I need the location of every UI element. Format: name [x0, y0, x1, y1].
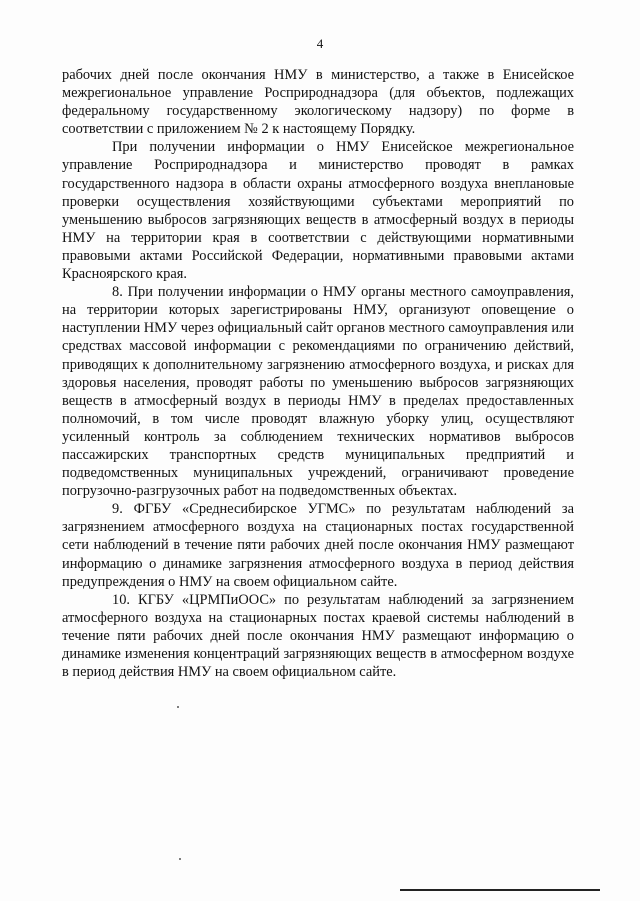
paragraph-rosprirodnadzor-inspections: При получении информации о НМУ Енисейское межрегиональное управление Росприроднадзора и министерство проводят в рамках государственного надзора в области охраны атмосферного воздуха внеплановые проверки осуществления хозяйствующими субъектами мероприятий по уменьшению выбросов загрязняющих веществ в атмосферный воздух в периоды НМУ на территории края в соответствии с действующими нормативными правовыми актами Российской Федерации, нормативными правовыми актами Красноярского края.	[62, 139, 574, 283]
page-number: 4	[316, 36, 324, 51]
document-body	[62, 66, 574, 681]
scan-speck	[177, 706, 179, 708]
paragraph-8-local-government: 8. При получении информации о НМУ органы местного самоуправления, на территории которых зарегистрированы НМУ, организуют оповещение о наступлении НМУ через официальный сайт органов местного самоуправления или средствах массовой информации с рекомендациями по ограничению действий, приводящих к дополнительному загрязнению атмосферного воздуха, и рисках для здоровья населения, проводят работы по уменьшению выбросов загрязняющих веществ в атмосферный воздух в периоды НМУ в пределах предоставленных полномочий, в том числе проводят влажную уборку улиц, осуществляют усиленный контроль за соблюдением технических нормативов выбросов пассажирских транспортных средств муниципальных предприятий и подведомственных муниципальных учреждений, ограничивают проведение погрузочно-разгрузочных работ на подведомственных объектах.	[62, 284, 574, 500]
paragraph-10-crmpioos: 10. КГБУ «ЦРМПиООС» по результатам наблюдений за загрязнением атмосферного воздуха на стационарных постах краевой системы наблюдений в течение пяти рабочих дней после окончания НМУ размещают информацию о динамике изменения концентраций загрязняющих веществ в атмосферном воздухе в период действия НМУ на своем официальном сайте.	[62, 591, 574, 681]
scan-speck	[179, 858, 181, 860]
bottom-rule	[400, 889, 600, 891]
paragraph-9-ugms: 9. ФГБУ «Среднесибирское УГМС» по результатам наблюдений за загрязнением атмосферного воздуха на стационарных постах государственной сети наблюдений в течение пяти рабочих дней после окончания НМУ размещают информацию о динамике загрязнения атмосферного воздуха в период действия предупреждения о НМУ на своем официальном сайте.	[62, 501, 574, 590]
paragraph-continuation: рабочих дней после окончания НМУ в министерство, а также в Енисейское межрегиональное управление Росприроднадзора (для объектов, подлежащих федеральному государственному экологическому надзору) по форме в соответствии с приложением № 2 к настоящему Порядку.	[62, 67, 574, 138]
